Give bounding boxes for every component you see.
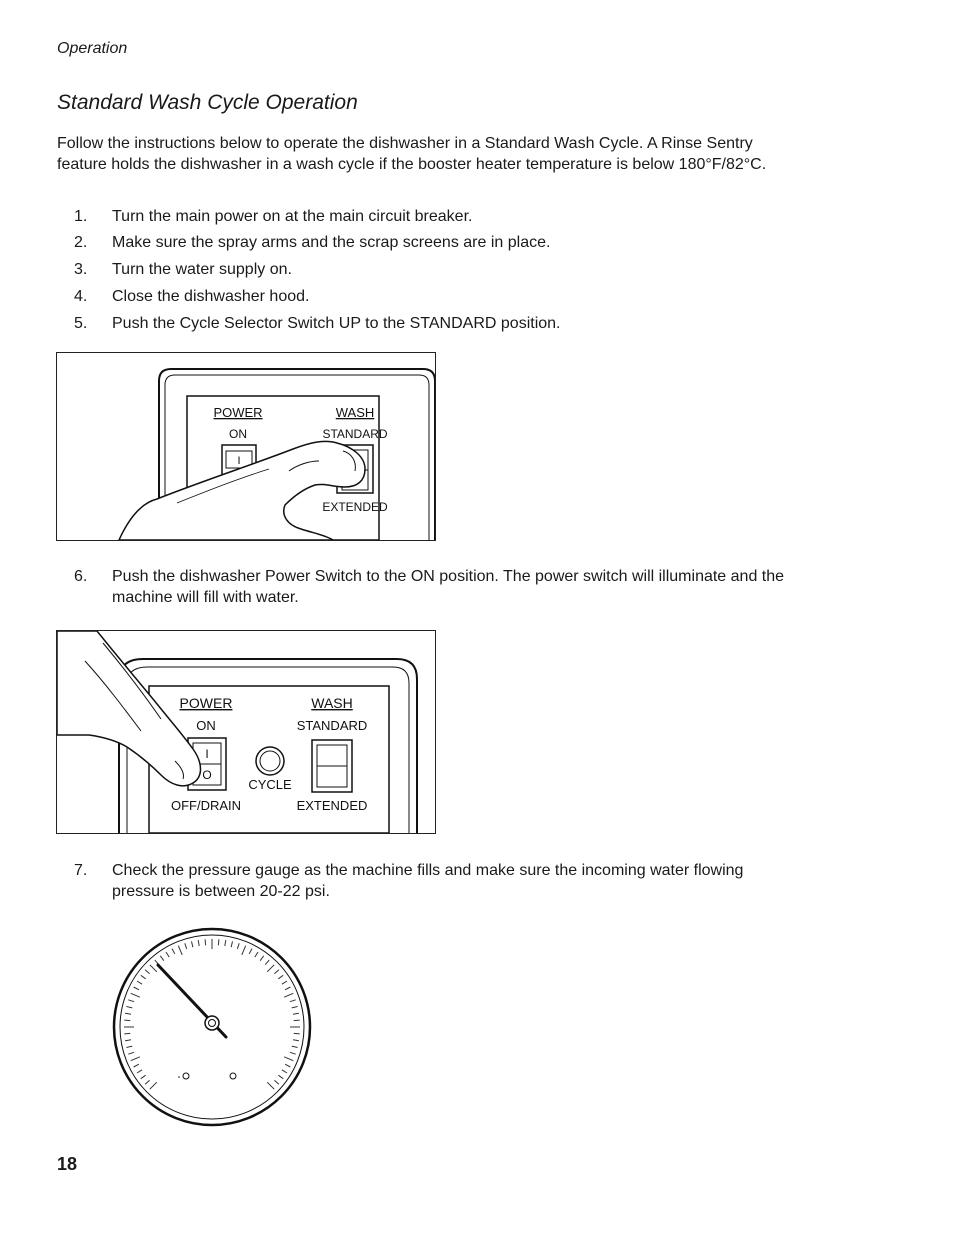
step-text: Turn the water supply on.: [112, 261, 292, 278]
step-text: Make sure the spray arms and the scrap screens are in place.: [112, 234, 551, 251]
power-label: POWER: [213, 405, 263, 420]
cycle-selector-switch: [312, 740, 352, 792]
extended-label: EXTENDED: [322, 500, 388, 514]
on-label: ON: [229, 427, 247, 441]
power-label: POWER: [179, 695, 233, 711]
cycle-selector-illustration: [57, 353, 435, 540]
step-number: 4.: [74, 288, 88, 305]
cycle-label: CYCLE: [248, 777, 292, 792]
page-number: 18: [57, 1154, 78, 1174]
cycle-indicator-light: [256, 747, 284, 775]
extended-label: EXTENDED: [296, 798, 368, 813]
step-text: Push the Cycle Selector Switch UP to the STANDARD position.: [112, 315, 561, 332]
pressure-gauge-icon: [110, 925, 314, 1129]
pressure-gauge-figure: [110, 925, 314, 1134]
power-switch-on-symbol: I: [205, 747, 209, 761]
gauge-tick: [205, 939, 206, 945]
intro-paragraph: Follow the instructions below to operate the dishwasher in a Standard Wash Cycle. A Rinse Sentry feature holds the dishwasher in a wash cycle if the booster heater temperature is below 180°F/82°C.: [57, 135, 767, 173]
off-drain-label: OFF/DRAIN: [170, 798, 242, 813]
gauge-tick: [294, 1033, 300, 1034]
step-number: 2.: [74, 234, 88, 251]
power-switch-on-symbol: I: [237, 455, 241, 467]
step-number: 3.: [74, 261, 88, 278]
step-number: 6.: [74, 568, 88, 585]
step-text: Check the pressure gauge as the machine fills and make sure the incoming water flowing pressure is between 20-22 psi.: [112, 862, 744, 900]
gauge-tick: [124, 1020, 130, 1021]
figure-power-switch: [56, 630, 436, 834]
gauge-tick: [124, 1033, 130, 1034]
step-number: 7.: [74, 862, 88, 879]
figure-cycle-selector: [56, 352, 436, 541]
step-text: Close the dishwasher hood.: [112, 288, 310, 305]
gauge-tick: [294, 1020, 300, 1021]
section-title: Standard Wash Cycle Operation: [57, 91, 358, 114]
step-number: 5.: [74, 315, 88, 332]
standard-label: STANDARD: [296, 718, 368, 733]
wash-label: WASH: [335, 405, 375, 420]
standard-label: STANDARD: [322, 427, 388, 441]
running-header: Operation: [57, 40, 128, 57]
wash-label: WASH: [311, 695, 353, 711]
power-switch-off-symbol: O: [202, 768, 212, 782]
on-label: ON: [196, 718, 216, 733]
step-text: Push the dishwasher Power Switch to the ON position. The power switch will illuminate and the machine will fill with water.: [112, 568, 785, 606]
power-switch-illustration: [57, 631, 435, 833]
step-text: Turn the main power on at the main circuit breaker.: [112, 208, 473, 225]
gauge-tick: [218, 939, 219, 945]
step-number: 1.: [74, 208, 88, 225]
